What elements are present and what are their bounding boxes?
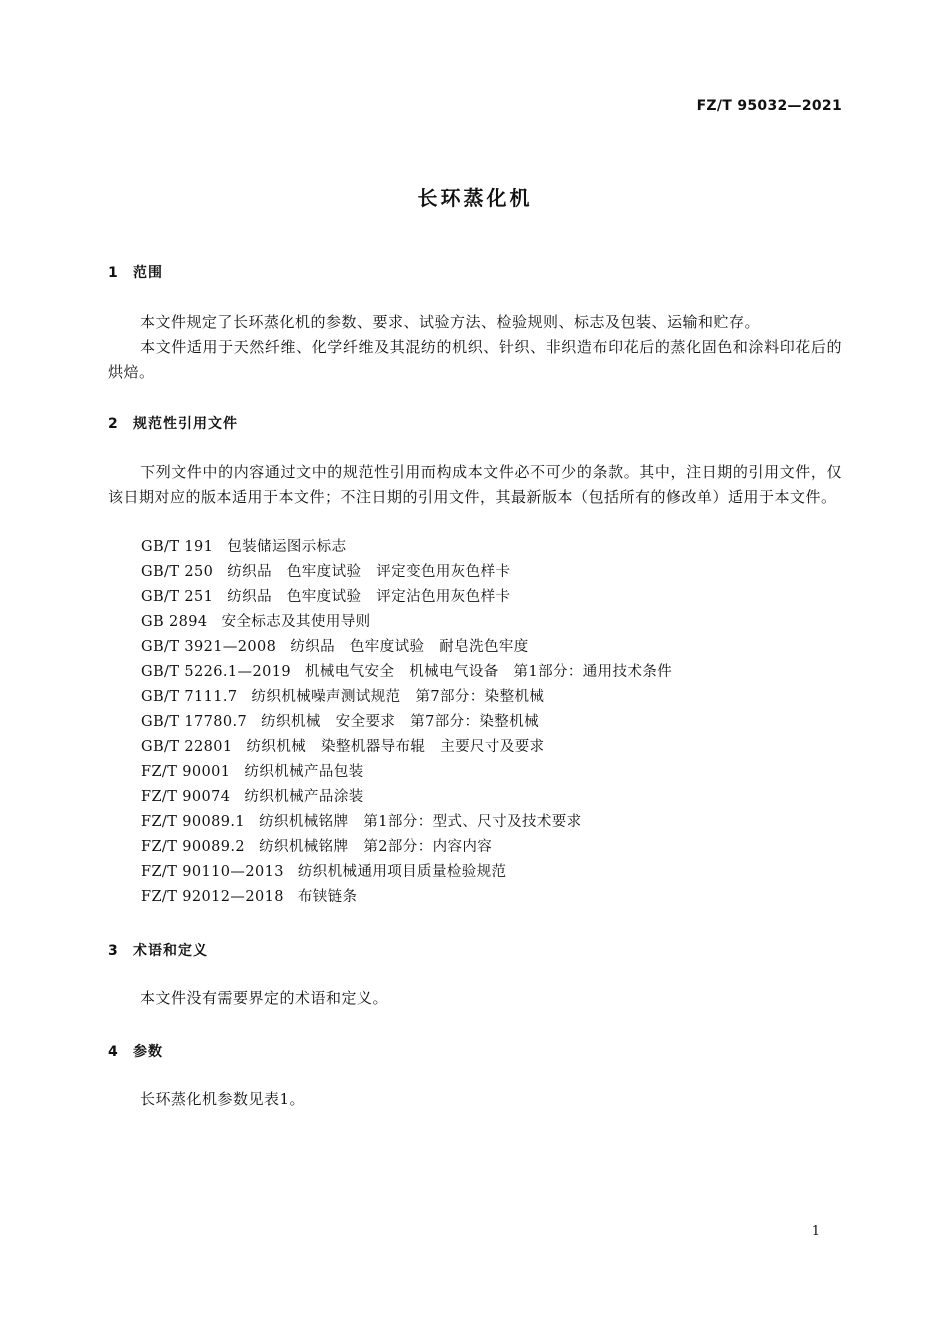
reference-title: 纺织机械 染整机器导布辊 主要尺寸及要求 xyxy=(246,739,545,755)
section-title: 术语和定义 xyxy=(133,943,208,959)
document-title: 长环蒸化机 xyxy=(417,186,533,210)
section-title: 参数 xyxy=(133,1044,163,1060)
section-number: 1 xyxy=(108,265,119,281)
reference-item xyxy=(141,635,672,660)
reference-item xyxy=(141,860,672,885)
reference-code: FZ/T 90110—2013 xyxy=(141,864,284,880)
reference-code: GB/T 251 xyxy=(141,589,214,605)
section-3-paragraph-1 xyxy=(108,986,842,1011)
reference-item xyxy=(141,585,672,610)
reference-code: GB/T 22801 xyxy=(141,739,233,755)
reference-item xyxy=(141,660,672,685)
reference-code: GB/T 5226.1—2019 xyxy=(141,664,291,680)
reference-title: 布铗链条 xyxy=(297,889,358,905)
reference-item xyxy=(141,885,672,910)
section-1-paragraph-2 xyxy=(108,335,842,385)
reference-code: GB/T 17780.7 xyxy=(141,714,248,730)
reference-code: FZ/T 90089.2 xyxy=(141,839,246,855)
reference-code: GB 2894 xyxy=(141,614,208,630)
reference-code: FZ/T 90089.1 xyxy=(141,814,246,830)
reference-title: 纺织品 色牢度试验 耐皂洗色牢度 xyxy=(290,639,529,655)
reference-code: FZ/T 92012—2018 xyxy=(141,889,284,905)
reference-code: GB/T 250 xyxy=(141,564,214,580)
reference-title: 机械电气安全 机械电气设备 第1部分：通用技术条件 xyxy=(304,664,673,680)
reference-item xyxy=(141,710,672,735)
reference-item xyxy=(141,735,672,760)
section-title: 规范性引用文件 xyxy=(133,416,238,432)
reference-item xyxy=(141,760,672,785)
reference-title: 包装储运图示标志 xyxy=(227,539,347,555)
paragraph-text: 长环蒸化机参数见表1。 xyxy=(140,1090,306,1108)
section-number: 3 xyxy=(108,943,119,959)
section-title: 范围 xyxy=(133,265,163,281)
reference-code: GB/T 3921—2008 xyxy=(141,639,277,655)
reference-code: GB/T 191 xyxy=(141,539,214,555)
reference-title: 纺织机械产品包装 xyxy=(244,764,364,780)
reference-title: 纺织机械铭牌 第2部分：内容内容 xyxy=(259,839,493,855)
reference-item xyxy=(141,835,672,860)
reference-item xyxy=(141,810,672,835)
section-number: 2 xyxy=(108,416,119,432)
paragraph-text: 本文件规定了长环蒸化机的参数、要求、试验方法、检验规则、标志及包装、运输和贮存。 xyxy=(140,313,761,331)
reference-item xyxy=(141,560,672,585)
section-number: 4 xyxy=(108,1044,119,1060)
section-2-heading xyxy=(108,413,238,433)
section-4-paragraph-1 xyxy=(108,1087,842,1112)
reference-item xyxy=(141,610,672,635)
reference-title: 纺织机械噪声测试规范 第7部分：染整机械 xyxy=(251,689,545,705)
paragraph-text: 下列文件中的内容通过文中的规范性引用而构成本文件必不可少的条款。其中，注日期的引用文件，仅该日期对应的版本适用于本文件；不注日期的引用文件，其最新版本（包括所有的修改单）适用于本文件。 xyxy=(108,463,842,506)
reference-title: 纺织品 色牢度试验 评定变色用灰色样卡 xyxy=(227,564,511,580)
normative-references-list xyxy=(141,535,672,910)
section-1-paragraph-1 xyxy=(108,310,842,335)
section-4-heading xyxy=(108,1041,163,1061)
reference-title: 安全标志及其使用导则 xyxy=(221,614,371,630)
reference-title: 纺织机械产品涂装 xyxy=(244,789,364,805)
reference-title: 纺织机械 安全要求 第7部分：染整机械 xyxy=(261,714,539,730)
reference-code: FZ/T 90074 xyxy=(141,789,231,805)
standard-number: FZ/T 95032—2021 xyxy=(696,98,842,114)
paragraph-text: 本文件没有需要界定的术语和定义。 xyxy=(140,989,389,1007)
paragraph-text: 本文件适用于天然纤维、化学纤维及其混纺的机织、针织、非织造布印花后的蒸化固色和涂料印花后的烘焙。 xyxy=(108,338,842,381)
reference-title: 纺织机械通用项目质量检验规范 xyxy=(297,864,507,880)
reference-title: 纺织机械铭牌 第1部分：型式、尺寸及技术要求 xyxy=(259,814,582,830)
section-1-heading xyxy=(108,262,163,282)
reference-code: GB/T 7111.7 xyxy=(141,689,238,705)
reference-code: FZ/T 90001 xyxy=(141,764,231,780)
reference-item xyxy=(141,535,672,560)
section-2-paragraph-1 xyxy=(108,460,842,510)
page-number: 1 xyxy=(811,1224,820,1239)
reference-item xyxy=(141,685,672,710)
reference-item xyxy=(141,785,672,810)
reference-title: 纺织品 色牢度试验 评定沾色用灰色样卡 xyxy=(227,589,511,605)
section-3-heading xyxy=(108,940,208,960)
